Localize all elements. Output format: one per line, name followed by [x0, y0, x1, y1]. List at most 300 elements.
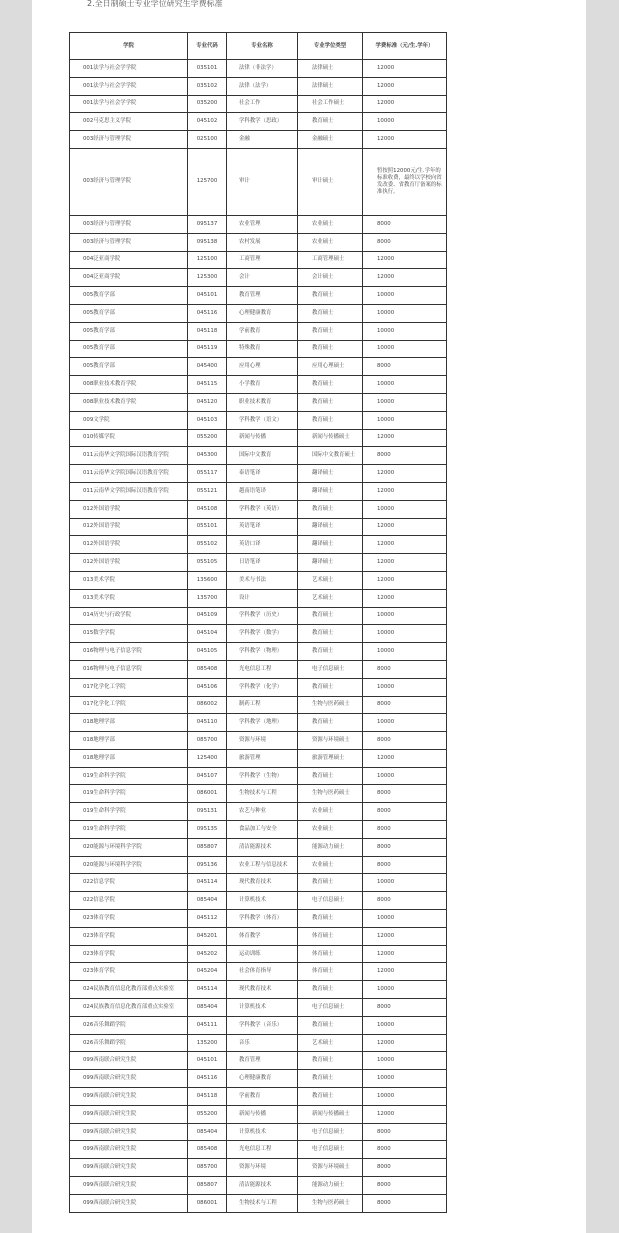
cell-type: 教育硕士: [298, 340, 363, 358]
cell-major: 食品加工与安全: [227, 821, 298, 839]
cell-fee: 10000: [363, 625, 447, 643]
cell-code: 045118: [188, 1088, 227, 1106]
table-row: [70, 874, 447, 892]
cell-code: 045114: [188, 874, 227, 892]
cell-type: 电子信息硕士: [298, 1123, 363, 1141]
table-row: [70, 625, 447, 643]
cell-fee: 12000: [363, 554, 447, 572]
table-row: [70, 376, 447, 394]
cell-major: 美术与书法: [227, 571, 298, 589]
cell-type: 生物与医药硕士: [298, 785, 363, 803]
cell-major: 学科教学（地理）: [227, 714, 298, 732]
cell-type: 教育硕士: [298, 376, 363, 394]
cell-code: 125700: [188, 148, 227, 215]
table-row: [70, 892, 447, 910]
cell-major: 新闻与传播: [227, 1105, 298, 1123]
cell-type: 体育硕士: [298, 927, 363, 945]
cell-fee: 8000: [363, 1194, 447, 1212]
cell-code: 085404: [188, 1123, 227, 1141]
cell-code: 045104: [188, 625, 227, 643]
cell-school: 018地理学部: [70, 732, 188, 750]
cell-code: 045110: [188, 714, 227, 732]
cell-major: 金融: [227, 131, 298, 149]
cell-school: 019生命科学学院: [70, 785, 188, 803]
cell-code: 085807: [188, 1177, 227, 1195]
cell-school: 099西南联合研究生院: [70, 1070, 188, 1088]
cell-type: 电子信息硕士: [298, 660, 363, 678]
cell-type: 翻译硕士: [298, 536, 363, 554]
cell-type: 教育硕士: [298, 910, 363, 928]
cell-fee: 8000: [363, 1177, 447, 1195]
cell-fee: 10000: [363, 113, 447, 131]
table-row: [70, 1141, 447, 1159]
cell-type: 教育硕士: [298, 678, 363, 696]
cell-school: 008职业技术教育学院: [70, 393, 188, 411]
cell-type: 社会工作硕士: [298, 95, 363, 113]
cell-major: 农村发展: [227, 233, 298, 251]
cell-code: 085408: [188, 1141, 227, 1159]
cell-school: 099西南联合研究生院: [70, 1177, 188, 1195]
cell-school: 026音乐舞蹈学院: [70, 1034, 188, 1052]
cell-school: 015数学学院: [70, 625, 188, 643]
cell-type: 资源与环境硕士: [298, 732, 363, 750]
cell-type: 教育硕士: [298, 411, 363, 429]
table-row: [70, 287, 447, 305]
cell-type: 教育硕士: [298, 500, 363, 518]
cell-fee: 10000: [363, 910, 447, 928]
cell-fee: 8000: [363, 660, 447, 678]
cell-major: 清洁能源技术: [227, 838, 298, 856]
cell-fee: 12000: [363, 269, 447, 287]
table-row: [70, 910, 447, 928]
cell-school: 005教育学部: [70, 287, 188, 305]
cell-school: 001法学与社会学学院: [70, 95, 188, 113]
cell-code: 085807: [188, 838, 227, 856]
cell-fee: 8000: [363, 696, 447, 714]
cell-fee: 10000: [363, 1088, 447, 1106]
cell-school: 009文学院: [70, 411, 188, 429]
cell-major: 学科教学（化学）: [227, 678, 298, 696]
cell-type: 金融硕士: [298, 131, 363, 149]
cell-code: 045111: [188, 1016, 227, 1034]
cell-type: 翻译硕士: [298, 554, 363, 572]
cell-code: 045109: [188, 607, 227, 625]
cell-code: 045400: [188, 358, 227, 376]
table-row: [70, 322, 447, 340]
cell-school: 026音乐舞蹈学院: [70, 1016, 188, 1034]
cell-type: 教育硕士: [298, 1016, 363, 1034]
cell-fee: 10000: [363, 607, 447, 625]
cell-type: 教育硕士: [298, 714, 363, 732]
cell-fee: 10000: [363, 322, 447, 340]
cell-school: 020能源与环境科学学院: [70, 838, 188, 856]
cell-type: 电子信息硕士: [298, 999, 363, 1017]
cell-type: 教育硕士: [298, 981, 363, 999]
table-row: [70, 95, 447, 113]
cell-school: 004泛亚商学院: [70, 269, 188, 287]
cell-fee: 10000: [363, 287, 447, 305]
table-row: [70, 963, 447, 981]
cell-code: 086001: [188, 785, 227, 803]
cell-fee: 10000: [363, 1016, 447, 1034]
cell-school: 019生命科学学院: [70, 803, 188, 821]
table-row: [70, 500, 447, 518]
table-header-row: [70, 33, 447, 60]
cell-school: 008职业技术教育学院: [70, 376, 188, 394]
table-row: [70, 1194, 447, 1212]
cell-type: 法律硕士: [298, 77, 363, 95]
cell-major: 学科教学（英语）: [227, 500, 298, 518]
cell-school: 012外国语学院: [70, 518, 188, 536]
cell-major: 社会工作: [227, 95, 298, 113]
table-row: [70, 1123, 447, 1141]
cell-code: 095137: [188, 215, 227, 233]
cell-code: 055200: [188, 1105, 227, 1123]
cell-school: 099西南联合研究生院: [70, 1088, 188, 1106]
cell-fee: 10000: [363, 393, 447, 411]
cell-type: 农业硕士: [298, 233, 363, 251]
cell-school: 099西南联合研究生院: [70, 1141, 188, 1159]
table-row: [70, 1159, 447, 1177]
cell-code: 135600: [188, 571, 227, 589]
header-school: 学院: [70, 33, 188, 60]
cell-type: 能源动力硕士: [298, 838, 363, 856]
cell-major: 审计: [227, 148, 298, 215]
cell-code: 045118: [188, 322, 227, 340]
cell-fee: 8000: [363, 358, 447, 376]
cell-major: 学科教学（体育）: [227, 910, 298, 928]
cell-fee: 8000: [363, 233, 447, 251]
cell-code: 045112: [188, 910, 227, 928]
cell-type: 电子信息硕士: [298, 892, 363, 910]
table-row: [70, 1105, 447, 1123]
cell-school: 018地理学部: [70, 749, 188, 767]
cell-major: 新闻与传播: [227, 429, 298, 447]
cell-school: 019生命科学学院: [70, 767, 188, 785]
cell-major: 农业工程与信息技术: [227, 856, 298, 874]
cell-school: 011云南华文学院国际汉语教育学院: [70, 465, 188, 483]
cell-type: 教育硕士: [298, 767, 363, 785]
table-row: [70, 1088, 447, 1106]
cell-type: 艺术硕士: [298, 589, 363, 607]
cell-major: 应用心理: [227, 358, 298, 376]
cell-type: 生物与医药硕士: [298, 1194, 363, 1212]
table-row: [70, 251, 447, 269]
cell-major: 国际中文教育: [227, 447, 298, 465]
cell-code: 045114: [188, 981, 227, 999]
header-type: 专业学位类型: [298, 33, 363, 60]
cell-school: 017化学化工学院: [70, 678, 188, 696]
cell-major: 计算机技术: [227, 892, 298, 910]
cell-major: 英语笔译: [227, 518, 298, 536]
cell-major: 学科教学（数学）: [227, 625, 298, 643]
cell-type: 工商管理硕士: [298, 251, 363, 269]
table-row: [70, 77, 447, 95]
cell-major: 生物技术与工程: [227, 785, 298, 803]
table-row: [70, 269, 447, 287]
cell-school: 013美术学院: [70, 571, 188, 589]
document-page: [32, 0, 586, 1233]
cell-major: 资源与环境: [227, 1159, 298, 1177]
cell-code: 045101: [188, 287, 227, 305]
cell-fee: 12000: [363, 95, 447, 113]
table-row: [70, 411, 447, 429]
cell-school: 099西南联合研究生院: [70, 1052, 188, 1070]
cell-major: 设计: [227, 589, 298, 607]
cell-code: 045106: [188, 678, 227, 696]
cell-type: 教育硕士: [298, 625, 363, 643]
cell-type: 农业硕士: [298, 215, 363, 233]
cell-code: 045119: [188, 340, 227, 358]
table-row: [70, 113, 447, 131]
cell-code: 045105: [188, 643, 227, 661]
cell-fee: 12000: [363, 571, 447, 589]
cell-type: 资源与环境硕士: [298, 1159, 363, 1177]
table-row: [70, 643, 447, 661]
cell-school: 001法学与社会学学院: [70, 77, 188, 95]
cell-type: 旅游管理硕士: [298, 749, 363, 767]
cell-code: 085404: [188, 999, 227, 1017]
cell-type: 应用心理硕士: [298, 358, 363, 376]
cell-major: 光电信息工程: [227, 1141, 298, 1159]
cell-code: 045201: [188, 927, 227, 945]
table-row: [70, 785, 447, 803]
cell-major: 光电信息工程: [227, 660, 298, 678]
cell-fee: 8000: [363, 1123, 447, 1141]
cell-code: 095136: [188, 856, 227, 874]
cell-code: 095131: [188, 803, 227, 821]
table-row: [70, 856, 447, 874]
cell-type: 教育硕士: [298, 1088, 363, 1106]
cell-school: 005教育学部: [70, 340, 188, 358]
table-row: [70, 536, 447, 554]
cell-major: 社会体育指导: [227, 963, 298, 981]
cell-fee: 10000: [363, 678, 447, 696]
table-row: [70, 571, 447, 589]
cell-school: 005教育学部: [70, 304, 188, 322]
cell-fee: 12000: [363, 429, 447, 447]
cell-code: 045107: [188, 767, 227, 785]
cell-code: 086002: [188, 696, 227, 714]
cell-major: 心理健康教育: [227, 304, 298, 322]
table-row: [70, 60, 447, 78]
cell-major: 农艺与种业: [227, 803, 298, 821]
table-row: [70, 945, 447, 963]
cell-school: 099西南联合研究生院: [70, 1194, 188, 1212]
cell-school: 017化学化工学院: [70, 696, 188, 714]
cell-type: 农业硕士: [298, 821, 363, 839]
cell-school: 004泛亚商学院: [70, 251, 188, 269]
cell-school: 005教育学部: [70, 358, 188, 376]
table-row: [70, 838, 447, 856]
cell-type: 教育硕士: [298, 322, 363, 340]
cell-type: 电子信息硕士: [298, 1141, 363, 1159]
cell-fee: 8000: [363, 785, 447, 803]
cell-major: 法律（非法学）: [227, 60, 298, 78]
cell-school: 016物理与电子信息学院: [70, 660, 188, 678]
cell-type: 法律硕士: [298, 60, 363, 78]
cell-code: 045116: [188, 304, 227, 322]
cell-fee: 12000: [363, 251, 447, 269]
cell-major: 现代教育技术: [227, 981, 298, 999]
cell-code: 095135: [188, 821, 227, 839]
cell-major: 日语笔译: [227, 554, 298, 572]
cell-major: 英语口译: [227, 536, 298, 554]
cell-school: 001法学与社会学学院: [70, 60, 188, 78]
cell-fee: 12000: [363, 589, 447, 607]
cell-fee: 8000: [363, 447, 447, 465]
cell-major: 心理健康教育: [227, 1070, 298, 1088]
cell-code: 045300: [188, 447, 227, 465]
cell-school: 003经济与管理学院: [70, 148, 188, 215]
cell-code: 055117: [188, 465, 227, 483]
cell-school: 002马克思主义学院: [70, 113, 188, 131]
cell-code: 125300: [188, 269, 227, 287]
cell-major: 音乐: [227, 1034, 298, 1052]
cell-school: 099西南联合研究生院: [70, 1123, 188, 1141]
header-fee: 学费标准（元/生.学年）: [363, 33, 447, 60]
cell-major: 清洁能源技术: [227, 1177, 298, 1195]
cell-code: 085408: [188, 660, 227, 678]
cell-school: 020能源与环境科学学院: [70, 856, 188, 874]
table-row: [70, 131, 447, 149]
table-row: [70, 148, 447, 215]
cell-major: 法律（法学）: [227, 77, 298, 95]
cell-type: 艺术硕士: [298, 571, 363, 589]
table-row: [70, 393, 447, 411]
cell-fee: 8000: [363, 1159, 447, 1177]
cell-major: 学科教学（语文）: [227, 411, 298, 429]
cell-code: 085700: [188, 732, 227, 750]
cell-code: 055121: [188, 482, 227, 500]
table-row: [70, 821, 447, 839]
header-code: 专业代码: [188, 33, 227, 60]
cell-code: 085404: [188, 892, 227, 910]
cell-school: 016物理与电子信息学院: [70, 643, 188, 661]
cell-major: 学科教学（生物）: [227, 767, 298, 785]
cell-code: 045120: [188, 393, 227, 411]
cell-fee: 12000: [363, 927, 447, 945]
cell-type: 生物与医药硕士: [298, 696, 363, 714]
cell-code: 125100: [188, 251, 227, 269]
cell-type: 能源动力硕士: [298, 1177, 363, 1195]
cell-type: 会计硕士: [298, 269, 363, 287]
cell-major: 体育教学: [227, 927, 298, 945]
cell-code: 095138: [188, 233, 227, 251]
cell-fee: 12000: [363, 518, 447, 536]
cell-major: 教育管理: [227, 287, 298, 305]
cell-type: 农业硕士: [298, 856, 363, 874]
table-row: [70, 1034, 447, 1052]
cell-school: 099西南联合研究生院: [70, 1159, 188, 1177]
cell-type: 教育硕士: [298, 643, 363, 661]
cell-school: 013美术学院: [70, 589, 188, 607]
cell-fee: 8000: [363, 838, 447, 856]
cell-code: 055101: [188, 518, 227, 536]
table-row: [70, 660, 447, 678]
cell-fee: 12000: [363, 536, 447, 554]
cell-major: 旅游管理: [227, 749, 298, 767]
cell-code: 045103: [188, 411, 227, 429]
cell-code: 135700: [188, 589, 227, 607]
table-row: [70, 1052, 447, 1070]
cell-major: 学科教学（音乐）: [227, 1016, 298, 1034]
table-row: [70, 358, 447, 376]
cell-school: 010传媒学院: [70, 429, 188, 447]
table-row: [70, 215, 447, 233]
cell-type: 教育硕士: [298, 287, 363, 305]
cell-type: 国际中文教育硕士: [298, 447, 363, 465]
cell-type: 农业硕士: [298, 803, 363, 821]
table-row: [70, 304, 447, 322]
cell-code: 086001: [188, 1194, 227, 1212]
cell-type: 教育硕士: [298, 607, 363, 625]
cell-major: 运动训练: [227, 945, 298, 963]
cell-fee: 12000: [363, 749, 447, 767]
cell-type: 教育硕士: [298, 1070, 363, 1088]
cell-major: 会计: [227, 269, 298, 287]
cell-fee: 8000: [363, 732, 447, 750]
cell-code: 055105: [188, 554, 227, 572]
cell-fee: 10000: [363, 304, 447, 322]
cell-major: 制药工程: [227, 696, 298, 714]
cell-fee: 8000: [363, 803, 447, 821]
cell-fee: 10000: [363, 874, 447, 892]
cell-school: 099西南联合研究生院: [70, 1105, 188, 1123]
cell-school: 014历史与行政学院: [70, 607, 188, 625]
cell-school: 012外国语学院: [70, 536, 188, 554]
table-row: [70, 1016, 447, 1034]
table-body: [70, 60, 447, 1213]
cell-major: 工商管理: [227, 251, 298, 269]
table-row: [70, 607, 447, 625]
cell-school: 003经济与管理学院: [70, 131, 188, 149]
cell-fee: 12000: [363, 945, 447, 963]
cell-fee: 10000: [363, 376, 447, 394]
cell-type: 体育硕士: [298, 963, 363, 981]
table-row: [70, 714, 447, 732]
table-row: [70, 465, 447, 483]
cell-code: 085700: [188, 1159, 227, 1177]
table-row: [70, 233, 447, 251]
cell-code: 035101: [188, 60, 227, 78]
table-row: [70, 927, 447, 945]
cell-school: 023体育学院: [70, 927, 188, 945]
cell-major: 教育管理: [227, 1052, 298, 1070]
cell-code: 045202: [188, 945, 227, 963]
cell-major: 学科教学（历史）: [227, 607, 298, 625]
cell-fee: 12000: [363, 482, 447, 500]
tuition-table: [69, 32, 447, 1213]
cell-major: 计算机技术: [227, 999, 298, 1017]
cell-school: 003经济与管理学院: [70, 233, 188, 251]
cell-school: 018地理学部: [70, 714, 188, 732]
cell-fee: 暂按照12000元/生.学年的标准收费，最终以学校向省发改委、省教育厅备案的标准执行。: [363, 148, 447, 215]
cell-fee: 12000: [363, 465, 447, 483]
cell-school: 022信息学院: [70, 892, 188, 910]
cell-code: 125400: [188, 749, 227, 767]
cell-type: 翻译硕士: [298, 465, 363, 483]
cell-code: 045102: [188, 113, 227, 131]
cell-fee: 10000: [363, 500, 447, 518]
cell-school: 023体育学院: [70, 945, 188, 963]
table-row: [70, 482, 447, 500]
cell-fee: 8000: [363, 215, 447, 233]
table-row: [70, 518, 447, 536]
cell-school: 005教育学部: [70, 322, 188, 340]
cell-code: 035200: [188, 95, 227, 113]
table-row: [70, 589, 447, 607]
